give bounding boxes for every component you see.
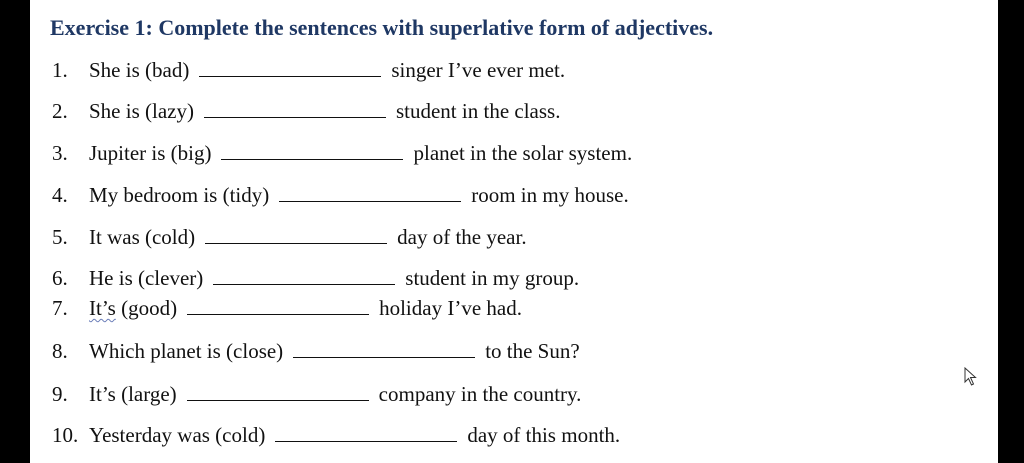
item-number: 8. [52,339,68,363]
item-continuation: day of this month. [467,423,621,447]
item-number: 6. [52,266,68,290]
answer-blank[interactable] [275,440,457,442]
item-prompt: She is (bad) [89,58,190,82]
exercise-item-9 [52,382,581,410]
item-prompt: My bedroom is (tidy) [89,183,270,207]
item-prompt: (good) [115,296,178,320]
item-continuation: day of the year. [397,225,527,249]
item-continuation: singer I’ve ever met. [391,58,566,82]
answer-blank[interactable] [221,158,403,160]
item-prompt: It was (cold) [89,225,196,249]
spellcheck-underlined-word: It’s [89,296,116,320]
answer-blank[interactable] [187,313,369,315]
item-number: 1. [52,58,68,82]
item-continuation: student in the class. [395,99,561,123]
item-prompt: Which planet is (close) [89,339,284,363]
item-continuation: room in my house. [471,183,629,207]
item-continuation: student in my group. [405,266,580,290]
exercise-item-4 [52,183,629,211]
item-number: 7. [52,296,68,320]
answer-blank[interactable] [199,75,381,77]
exercise-item-2 [52,99,560,127]
item-number: 2. [52,99,68,123]
answer-blank[interactable] [293,356,475,358]
exercise-item-1 [52,58,565,86]
item-prompt: He is (clever) [89,266,204,290]
item-prompt: Yesterday was (cold) [89,423,266,447]
item-number: 4. [52,183,68,207]
item-prompt: Jupiter is (big) [89,141,212,165]
answer-blank[interactable] [213,283,395,285]
exercise-item-7 [52,296,522,324]
item-continuation: company in the country. [378,382,582,406]
answer-blank[interactable] [187,399,369,401]
exercise-item-8 [52,339,580,367]
exercise-title: Exercise 1: Complete the sentences with superlative form of adjectives. [50,15,714,40]
item-prompt: It’s (large) [89,382,177,406]
item-number: 5. [52,225,68,249]
item-continuation: to the Sun? [485,339,580,363]
item-prompt: She is (lazy) [89,99,194,123]
answer-blank[interactable] [204,116,386,118]
item-number: 9. [52,382,68,406]
answer-blank[interactable] [279,200,461,202]
item-continuation: holiday I’ve had. [379,296,522,320]
item-number: 3. [52,141,68,165]
exercise-item-6 [52,266,579,294]
mouse-pointer-icon [964,367,978,387]
exercise-item-10 [52,423,620,451]
item-number: 10. [52,423,79,447]
item-continuation: planet in the solar system. [413,141,633,165]
document-page [30,0,998,463]
exercise-item-3 [52,141,632,169]
exercise-item-5 [52,225,527,253]
answer-blank[interactable] [205,242,387,244]
